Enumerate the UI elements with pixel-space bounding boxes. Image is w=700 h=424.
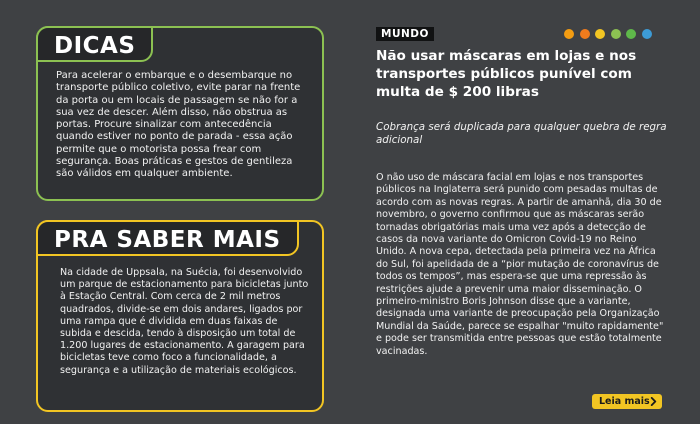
- chevron-right-icon: [649, 397, 658, 406]
- color-dot: [564, 29, 574, 39]
- pra-saber-mais-title: PRA SABER MAIS: [36, 220, 299, 256]
- article-headline[interactable]: Não usar máscaras em lojas e nos transportes públicos punível com multa de $ 200 libras: [376, 48, 637, 101]
- pra-saber-mais-body: Na cidade de Uppsala, na Suécia, foi desenvolvido um parque de estacionamento para bicicletas junto à Estação Central. Com cerca de 2 mil metros quadrados, divide-se em dois andares, ligados por uma rampa que é dividida em duas faixas de subida e descida, tendo à disposição um total de 1.200 lugares de estacionamento. A garagem para bicicletas teve como foco a funcionalidade, a segurança e a utilização de materiais ecológicos.: [60, 267, 309, 376]
- read-more-button[interactable]: [592, 394, 662, 409]
- color-dot: [595, 29, 605, 39]
- dicas-card: [36, 26, 324, 201]
- article-subtitle: Cobrança será duplicada para qualquer quebra de regra adicional: [376, 121, 667, 147]
- article-body: O não uso de máscara facial em lojas e nos transportes públicos na Inglaterra será punido com pesadas multas de acordo com as novas regras. A partir de amanhã, dia 30 de novembro, o governo confirmou que as máscaras serão tornadas obrigatórias mais uma vez após a detecção de casos da nova variante do Omicron Covid-19 no Reino Unido. A nova cepa, detectada pela primeira vez na África do Sul, foi apelidada de a “pior mutação de coronavírus de todos os tempos”, mas espera-se que uma repressão às restrições ajude a prevenir uma maior disseminação. O primeiro-ministro Boris Johnson disse que a variante, designada uma variante de preocupação pela Organização Mundial da Saúde, parece se espalhar "muito rapidamente" e pode ser transmitida entre pessoas que estão totalmente vacinadas.: [376, 172, 664, 357]
- dicas-body: Para acelerar o embarque e o desembarque no transporte público coletivo, evite parar na frente da porta ou em locais de passagem se não for a sua vez de descer. Além disso, não obstrua as portas. Procure sinalizar com antecedência quando estiver no ponto de parada - essa ação permite que o motorista possa frear com segurança. Boas práticas e gestos de gentileza são válidos em qualquer ambiente.: [56, 70, 301, 180]
- color-dot: [580, 29, 590, 39]
- read-more-label: Leia mais: [599, 396, 650, 407]
- section-tag[interactable]: MUNDO: [376, 27, 434, 41]
- color-dots: [564, 29, 652, 39]
- color-dot: [626, 29, 636, 39]
- pra-saber-mais-card: [36, 220, 324, 412]
- color-dot: [642, 29, 652, 39]
- color-dot: [611, 29, 621, 39]
- dicas-title: DICAS: [36, 26, 153, 62]
